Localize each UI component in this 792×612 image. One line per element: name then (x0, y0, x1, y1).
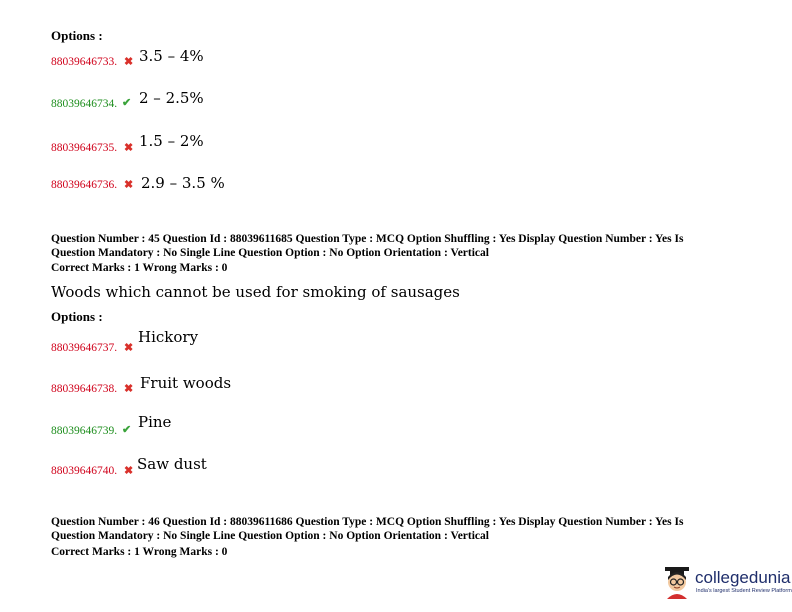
logo-tagline: India's largest Student Review Platform (696, 588, 792, 594)
option-id: 88039646737. (51, 342, 118, 354)
question-meta: Question Number : 46 Question Id : 88039611686 Question Type : MCQ Option Shuffling : Yes Display Question Number : Yes Is (51, 516, 684, 528)
question-meta: Question Number : 45 Question Id : 88039611685 Question Type : MCQ Option Shuffling : Yes Display Question Number : Yes Is (51, 233, 684, 245)
question-meta: Question Mandatory : No Single Line Question Option : No Option Orientation : Vertical (51, 247, 489, 259)
option-id: 88039646735. (51, 142, 118, 154)
check-icon: ✔ (122, 424, 132, 436)
option-text: 3.5 – 4% (139, 47, 204, 65)
option-id: 88039646734. (51, 98, 118, 110)
question-marks: Correct Marks : 1 Wrong Marks : 0 (51, 546, 228, 558)
check-icon: ✔ (122, 97, 132, 109)
cross-icon: ✖ (124, 179, 134, 191)
option-text: Fruit woods (140, 374, 232, 392)
cross-icon: ✖ (124, 56, 134, 68)
logo-text: collegedunia (695, 568, 791, 587)
option-id: 88039646733. (51, 56, 118, 68)
option-id: 88039646738. (51, 383, 118, 395)
options-label: Options : (51, 28, 103, 43)
option-id: 88039646740. (51, 465, 118, 477)
question-meta: Question Mandatory : No Single Line Question Option : No Option Orientation : Vertical (51, 530, 489, 542)
question-marks: Correct Marks : 1 Wrong Marks : 0 (51, 262, 228, 274)
option-text: 1.5 – 2% (139, 132, 204, 150)
option-text: 2.9 – 3.5 % (141, 174, 225, 192)
cross-icon: ✖ (124, 465, 134, 477)
mascot-icon (662, 565, 692, 599)
option-text: Hickory (138, 328, 199, 346)
option-text: Saw dust (137, 455, 207, 473)
cross-icon: ✖ (124, 383, 134, 395)
cross-icon: ✖ (124, 342, 134, 354)
cross-icon: ✖ (124, 142, 134, 154)
option-id: 88039646736. (51, 179, 118, 191)
collegedunia-logo (662, 565, 790, 601)
option-text: 2 – 2.5% (139, 89, 204, 107)
option-text: Pine (138, 413, 172, 431)
option-id: 88039646739. (51, 425, 118, 437)
question-text: Woods which cannot be used for smoking of sausages (51, 283, 460, 301)
options-label: Options : (51, 309, 103, 324)
